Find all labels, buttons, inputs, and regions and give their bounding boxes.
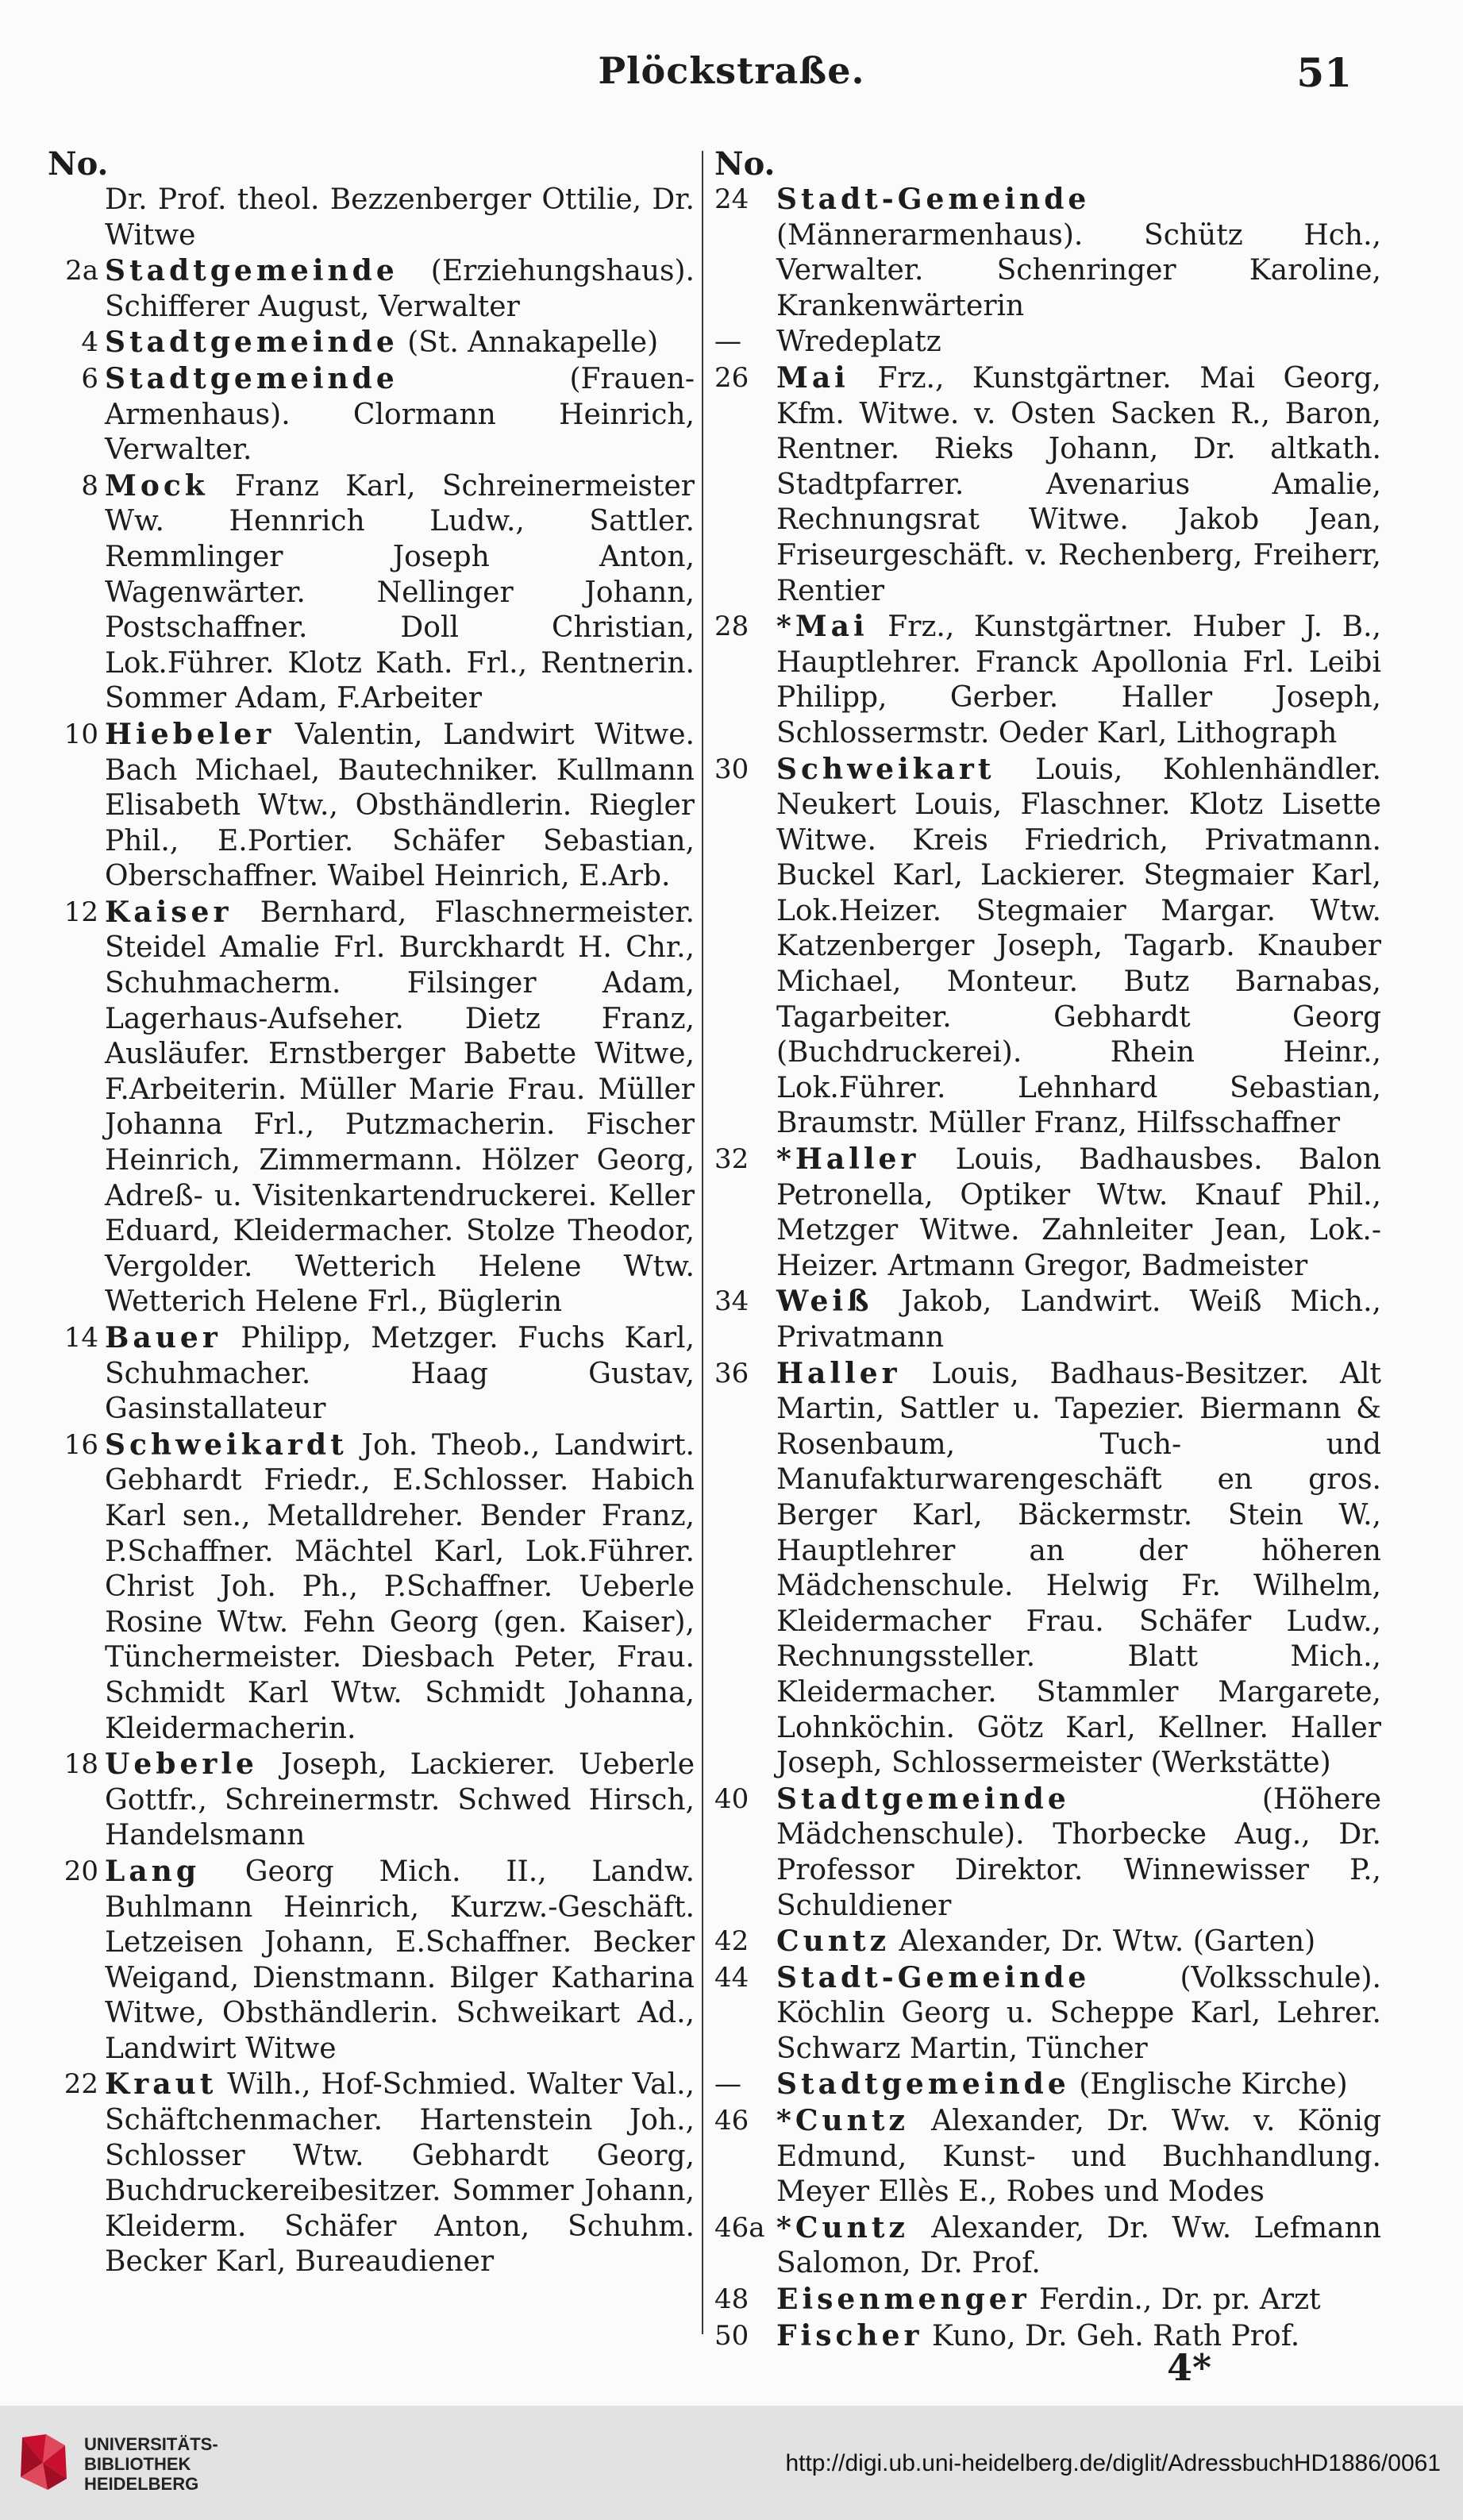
left-column-header: No. xyxy=(48,145,109,183)
directory-entry xyxy=(714,1782,1381,1924)
entry-residents: Louis, Kohlenhändler. Neukert Louis, Flaschner. Klotz Lisette Witwe. Kreis Friedrich, Privatmann. Buckel Karl, Lackierer. Stegmaier Karl, Lok.Heizer. Stegmaier Margar. Wtw. Katzenberger Joseph, Tagarb. Knauber Michael, Monteur. Butz Barnabas, Tagarbeiter. Gebhardt Georg (Buchdruckerei). Rhein Heinr., Lok.Führer. Lehnhard Sebastian, Braumstr. Müller Franz, Hilfsschaffner xyxy=(776,753,1381,1140)
entry-owner-name: Hiebeler xyxy=(105,717,275,751)
entry-owner-name: Stadtgemeinde xyxy=(776,1782,1070,1816)
column-divider xyxy=(702,151,703,2334)
library-name xyxy=(84,2434,218,2494)
left-column xyxy=(48,147,695,2280)
entry-owner-name: *Haller xyxy=(776,1142,920,1177)
entry-owner-name: Stadtgemeinde xyxy=(105,254,398,288)
library-name-line: BIBLIOTHEK xyxy=(84,2454,191,2474)
entry-residents: (Erziehungshaus). Schifferer August, Verwalter xyxy=(105,255,695,323)
house-number: — xyxy=(714,2068,741,2101)
directory-entry xyxy=(48,895,695,1320)
entry-owner-name: Mai xyxy=(776,360,849,395)
directory-entry xyxy=(714,1356,1381,1782)
house-number: 48 xyxy=(714,2283,749,2316)
directory-entry xyxy=(48,1747,695,1854)
house-number: 16 xyxy=(64,1428,98,1461)
directory-entry xyxy=(48,717,695,895)
house-number: 4 xyxy=(81,326,98,359)
house-number: 8 xyxy=(81,469,98,502)
directory-entry xyxy=(714,1284,1381,1355)
directory-entry xyxy=(48,253,695,325)
right-column-header: No. xyxy=(714,145,776,183)
entry-owner-name: Schweikart xyxy=(776,752,995,786)
entry-owner-name: Mock xyxy=(105,468,209,503)
entry-owner-name: Lang xyxy=(105,1854,200,1888)
entry-owner-name: Stadtgemeinde xyxy=(105,361,398,395)
directory-entry xyxy=(714,2210,1381,2282)
directory-entry xyxy=(714,2318,1381,2355)
directory-entry xyxy=(714,752,1381,1142)
house-number: 6 xyxy=(81,362,98,395)
entry-residents: Georg Mich. II., Landw. Buhlmann Heinrich, Kurzw.-Geschäft. Letzeisen Johann, E.Schaffner. Becker Weigand, Dienstmann. Bilger Katharina Witwe, Obsthändlerin. Schweikart Ad., Landwirt Witwe xyxy=(105,1855,695,2065)
page-number: 51 xyxy=(1296,49,1352,96)
house-number: 50 xyxy=(714,2319,749,2352)
page-title: Plöckstraße. xyxy=(598,49,865,92)
entry-owner-name: Fischer xyxy=(776,2318,923,2352)
entry-residents: (Höhere Mädchenschule). Thorbecke Aug., Dr. Professor Direktor. Winnewisser P., Schuldiener xyxy=(776,1782,1381,1922)
entry-residents: Joseph, Lackierer. Ueberle Gottfr., Schreinermstr. Schwed Hirsch, Handelsmann xyxy=(105,1748,695,1852)
library-name-line: HEIDELBERG xyxy=(84,2474,199,2494)
house-number: 32 xyxy=(714,1143,749,1176)
entry-owner-name: Cuntz xyxy=(776,1925,891,1959)
entry-residents: (Volksschule). Köchlin Georg u. Scheppe Karl, Lehrer. Schwarz Martin, Tüncher xyxy=(776,1961,1381,2065)
directory-entry xyxy=(714,1142,1381,1284)
house-number: 2a xyxy=(65,255,98,287)
house-number: 20 xyxy=(64,1855,98,1887)
entry-owner-name: Weiß xyxy=(776,1285,873,1319)
entry-owner-name: *Cuntz xyxy=(776,2210,909,2244)
directory-entry xyxy=(714,1924,1381,1960)
entry-owner-name: Kaiser xyxy=(105,895,233,929)
entry-owner-name: Stadt-Gemeinde xyxy=(776,1960,1091,1994)
entry-residents: Franz Karl, Schreinermeister Ww. Hennrich Ludw., Sattler. Remmlinger Joseph Anton, Wagenwärter. Nellinger Johann, Postschaffner. Doll Christian, Lok.Führer. Klotz Kath. Frl., Rentnerin. Sommer Adam, F.Arbeiter xyxy=(105,469,695,715)
directory-entry xyxy=(48,1428,695,1747)
entry-owner-name: Haller xyxy=(776,1356,901,1390)
entry-residents: Louis, Badhausbes. Balon Petronella, Optiker Wtw. Knauf Phil., Metzger Witwe. Zahnleiter Jean, Lok.-Heizer. Artmann Gregor, Badmeister xyxy=(776,1143,1381,1282)
directory-entry xyxy=(714,182,1381,324)
entry-owner-name: *Mai xyxy=(776,610,868,644)
entry-residents: Ferdin., Dr. pr. Arzt xyxy=(1039,2283,1321,2317)
directory-entry xyxy=(48,2067,695,2280)
directory-entry xyxy=(48,325,695,361)
entry-residents: Philipp, Metzger. Fuchs Karl, Schuhmacher. Haag Gustav, Gasinstallateur xyxy=(105,1322,695,1426)
house-number: 12 xyxy=(64,896,98,928)
running-head xyxy=(0,49,1463,105)
entry-residents: Wredeplatz xyxy=(776,326,941,359)
entry-residents: Alexander, Dr. Wtw. (Garten) xyxy=(899,1925,1316,1959)
house-number: 28 xyxy=(714,611,749,643)
directory-entry xyxy=(48,1854,695,2067)
house-number: 22 xyxy=(64,2068,98,2101)
entry-residents: Wilh., Hof-Schmied. Walter Val., Schäftchenmacher. Hartenstein Joh., Schlosser Wtw. Gebhardt Georg, Buchdruckereibesitzer. Sommer Johann, Kleiderm. Schäfer Anton, Schuhm. Becker Karl, Bureaudiener xyxy=(105,2068,695,2279)
directory-entry xyxy=(714,2282,1381,2318)
directory-entry xyxy=(48,468,695,717)
university-library-logo-icon xyxy=(16,2431,71,2493)
directory-entry xyxy=(714,324,1381,360)
library-name-line: UNIVERSITÄTS- xyxy=(84,2434,218,2454)
directory-entry xyxy=(48,182,695,253)
directory-entry xyxy=(714,2067,1381,2103)
house-number: 30 xyxy=(714,753,749,785)
source-url-link[interactable]: http://digi.ub.uni-heidelberg.de/diglit/AdressbuchHD1886/0061 xyxy=(785,2450,1441,2476)
entry-residents: Frz., Kunstgärtner. Mai Georg, Kfm. Witwe. v. Osten Sacken R., Baron, Rentner. Rieks Johann, Dr. altkath. Stadtpfarrer. Avenarius Amalie, Rechnungsrat Witwe. Jakob Jean, Friseurgeschäft. v. Rechenberg, Freiherr, Rentier xyxy=(776,361,1381,607)
entry-owner-name: Stadtgemeinde xyxy=(105,326,398,360)
entry-residents: Frz., Kunstgärtner. Huber J. B., Hauptlehrer. Franck Apollonia Frl. Leibi Philipp, Gerber. Haller Joseph, Schlossermstr. Oeder Karl, Lithograph xyxy=(776,611,1381,749)
entry-residents: Bernhard, Flaschnermeister. Steidel Amalie Frl. Burckhardt H. Chr., Schuhmacherm. Filsinger Adam, Lagerhaus-Aufseher. Dietz Franz, Ausläufer. Ernstberger Babette Witwe, F.Arbeiterin. Müller Marie Frau. Müller Johanna Frl., Putzmacherin. Fischer Heinrich, Zimmermann. Hölzer Georg, Adreß- u. Visitenkartendruckerei. Keller Eduard, Kleidermacher. Stolze Theodor, Vergolder. Wetterich Helene Wtw. Wetterich Helene Frl., Büglerin xyxy=(105,896,695,1319)
entry-residents: (St. Annakapelle) xyxy=(407,326,659,360)
entry-owner-name: Eisenmenger xyxy=(776,2283,1030,2317)
directory-entry xyxy=(48,1320,695,1428)
entry-residents: (Männerarmenhaus). Schütz Hch., Verwalter. Schenringer Karoline, Krankenwärterin xyxy=(776,218,1381,322)
entry-owner-name: Stadtgemeinde xyxy=(776,2067,1070,2102)
entry-residents: Joh. Theob., Landwirt. Gebhardt Friedr., E.Schlosser. Habich Karl sen., Metalldreher. Bender Franz, P.Schaffner. Mächtel Karl, Lok.Führer. Christ Joh. Ph., P.Schaffner. Ueberle Rosine Wtw. Fehn Georg (gen. Kaiser), Tünchermeister. Diesbach Peter, Frau. Schmidt Karl Wtw. Schmidt Johanna, Kleidermacherin. xyxy=(105,1428,695,1745)
directory-entry xyxy=(714,360,1381,609)
entry-residents: (Frauen-Armenhaus). Clormann Heinrich, Verwalter. xyxy=(105,362,695,467)
entry-residents: Valentin, Landwirt Witwe. Bach Michael, Bautechniker. Kullmann Elisabeth Wtw., Obsthändlerin. Riegler Phil., E.Portier. Schäfer Sebastian, Oberschaffner. Waibel Heinrich, E.Arb. xyxy=(105,718,695,893)
house-number: 10 xyxy=(64,718,98,750)
entry-residents: Alexander, Dr. Ww. v. König Edmund, Kunst- und Buchhandlung. Meyer Ellès E., Robes und Modes xyxy=(776,2105,1381,2209)
entry-owner-name: Kraut xyxy=(105,2067,218,2102)
directory-entry xyxy=(714,609,1381,751)
house-number: 26 xyxy=(714,361,749,394)
entry-owner-name: Ueberle xyxy=(105,1747,258,1782)
footer-bar xyxy=(0,2406,1463,2520)
entry-residents: (Englische Kirche) xyxy=(1079,2068,1348,2102)
entry-residents: Jakob, Landwirt. Weiß Mich., Privatmann xyxy=(776,1285,1381,1354)
directory-entry xyxy=(48,361,695,468)
directory-entry xyxy=(714,1960,1381,2067)
entry-owner-name: Bauer xyxy=(105,1321,221,1354)
right-column xyxy=(714,147,1381,2354)
entry-residents: Alexander, Dr. Ww. Lefmann Salomon, Dr. Prof. xyxy=(776,2211,1381,2280)
house-number: 46a xyxy=(714,2211,765,2244)
house-number: 40 xyxy=(714,1782,749,1815)
house-number: 44 xyxy=(714,1961,749,1994)
directory-entry xyxy=(714,2103,1381,2210)
house-number: 46 xyxy=(714,2105,749,2137)
entry-owner-name: *Cuntz xyxy=(776,2104,909,2138)
signature-mark: 4* xyxy=(1167,2346,1212,2389)
house-number: 14 xyxy=(64,1322,98,1354)
house-number: 24 xyxy=(714,183,749,215)
entry-residents: Dr. Prof. theol. Bezzenberger Ottilie, Dr. Witwe xyxy=(105,183,695,252)
entry-owner-name: Schweikardt xyxy=(105,1428,348,1462)
house-number: — xyxy=(714,326,741,358)
entry-residents: Louis, Badhaus-Besitzer. Alt Martin, Sattler u. Tapezier. Biermann & Rosenbaum, Tuch- und Manufakturwarengeschäft en gros. Berger Karl, Bäckermstr. Stein W., Hauptlehrer an der höheren Mädchenschule. Helwig Fr. Wilhelm, Kleidermacher Frau. Schäfer Ludw., Rechnungssteller. Blatt Mich., Kleidermacher. Stammler Margarete, Lohnköchin. Götz Karl, Kellner. Haller Joseph, Schlossermeister (Werkstätte) xyxy=(776,1357,1381,1780)
house-number: 36 xyxy=(714,1357,749,1389)
house-number: 34 xyxy=(714,1285,749,1318)
entry-residents: Kuno, Dr. Geh. Rath Prof. xyxy=(931,2319,1300,2352)
entry-owner-name: Stadt-Gemeinde xyxy=(776,183,1091,216)
house-number: 18 xyxy=(64,1748,98,1781)
house-number: 42 xyxy=(714,1925,749,1958)
